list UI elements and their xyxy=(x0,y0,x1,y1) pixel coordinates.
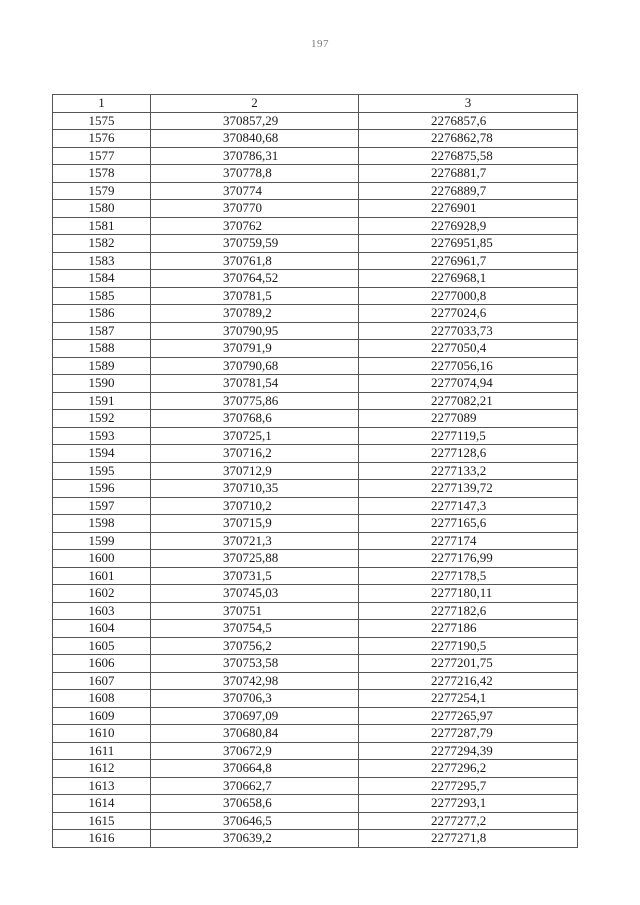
table-row xyxy=(53,550,578,568)
x-coordinate-cell: 370840,68 xyxy=(151,130,359,148)
table-row xyxy=(53,690,578,708)
table-row xyxy=(53,672,578,690)
x-coordinate-cell: 370789,2 xyxy=(151,305,359,323)
point-number-cell: 1613 xyxy=(53,777,151,795)
y-coordinate-cell: 2277033,73 xyxy=(359,322,578,340)
point-number-cell: 1611 xyxy=(53,742,151,760)
x-coordinate-cell: 370762 xyxy=(151,217,359,235)
y-coordinate-cell: 2276881,7 xyxy=(359,165,578,183)
table-row xyxy=(53,585,578,603)
x-coordinate-cell: 370775,86 xyxy=(151,392,359,410)
point-number-cell: 1609 xyxy=(53,707,151,725)
point-number-cell: 1603 xyxy=(53,602,151,620)
table-row xyxy=(53,760,578,778)
table-row xyxy=(53,742,578,760)
point-number-cell: 1599 xyxy=(53,532,151,550)
x-coordinate-cell: 370768,6 xyxy=(151,410,359,428)
table-row xyxy=(53,532,578,550)
table-row xyxy=(53,165,578,183)
y-coordinate-cell: 2277271,8 xyxy=(359,830,578,848)
y-coordinate-cell: 2277296,2 xyxy=(359,760,578,778)
y-coordinate-cell: 2276961,7 xyxy=(359,252,578,270)
point-number-cell: 1600 xyxy=(53,550,151,568)
table-row xyxy=(53,252,578,270)
point-number-cell: 1583 xyxy=(53,252,151,270)
x-coordinate-cell: 370754,5 xyxy=(151,620,359,638)
y-coordinate-cell: 2277201,75 xyxy=(359,655,578,673)
point-number-cell: 1580 xyxy=(53,200,151,218)
y-coordinate-cell: 2277190,5 xyxy=(359,637,578,655)
x-coordinate-cell: 370753,58 xyxy=(151,655,359,673)
x-coordinate-cell: 370721,3 xyxy=(151,532,359,550)
table-row xyxy=(53,725,578,743)
point-number-cell: 1585 xyxy=(53,287,151,305)
table-row xyxy=(53,795,578,813)
x-coordinate-cell: 370770 xyxy=(151,200,359,218)
table-row xyxy=(53,655,578,673)
y-coordinate-cell: 2277186 xyxy=(359,620,578,638)
table-row xyxy=(53,410,578,428)
y-coordinate-cell: 2277139,72 xyxy=(359,480,578,498)
point-number-cell: 1616 xyxy=(53,830,151,848)
point-number-cell: 1596 xyxy=(53,480,151,498)
y-coordinate-cell: 2276901 xyxy=(359,200,578,218)
point-number-cell: 1584 xyxy=(53,270,151,288)
x-coordinate-cell: 370764,52 xyxy=(151,270,359,288)
y-coordinate-cell: 2276968,1 xyxy=(359,270,578,288)
column-header-1: 1 xyxy=(53,95,151,113)
table-row xyxy=(53,392,578,410)
table-row xyxy=(53,235,578,253)
table-header xyxy=(53,95,578,113)
point-number-cell: 1576 xyxy=(53,130,151,148)
y-coordinate-cell: 2277182,6 xyxy=(359,602,578,620)
y-coordinate-cell: 2277128,6 xyxy=(359,445,578,463)
y-coordinate-cell: 2277082,21 xyxy=(359,392,578,410)
point-number-cell: 1601 xyxy=(53,567,151,585)
point-number-cell: 1577 xyxy=(53,147,151,165)
y-coordinate-cell: 2277000,8 xyxy=(359,287,578,305)
y-coordinate-cell: 2277119,5 xyxy=(359,427,578,445)
y-coordinate-cell: 2277216,42 xyxy=(359,672,578,690)
page-number: 197 xyxy=(311,38,329,50)
point-number-cell: 1605 xyxy=(53,637,151,655)
table-row xyxy=(53,515,578,533)
table-row xyxy=(53,427,578,445)
table-row xyxy=(53,812,578,830)
x-coordinate-cell: 370774 xyxy=(151,182,359,200)
y-coordinate-cell: 2277293,1 xyxy=(359,795,578,813)
table-row xyxy=(53,217,578,235)
x-coordinate-cell: 370751 xyxy=(151,602,359,620)
x-coordinate-cell: 370786,31 xyxy=(151,147,359,165)
table-row xyxy=(53,112,578,130)
x-coordinate-cell: 370761,8 xyxy=(151,252,359,270)
table-row xyxy=(53,322,578,340)
y-coordinate-cell: 2277133,2 xyxy=(359,462,578,480)
point-number-cell: 1598 xyxy=(53,515,151,533)
x-coordinate-cell: 370759,59 xyxy=(151,235,359,253)
table-row xyxy=(53,357,578,375)
table-row xyxy=(53,375,578,393)
y-coordinate-cell: 2277165,6 xyxy=(359,515,578,533)
table-row xyxy=(53,270,578,288)
y-coordinate-cell: 2277024,6 xyxy=(359,305,578,323)
point-number-cell: 1607 xyxy=(53,672,151,690)
point-number-cell: 1614 xyxy=(53,795,151,813)
y-coordinate-cell: 2277176,99 xyxy=(359,550,578,568)
x-coordinate-cell: 370778,8 xyxy=(151,165,359,183)
x-coordinate-cell: 370662,7 xyxy=(151,777,359,795)
point-number-cell: 1595 xyxy=(53,462,151,480)
table-row xyxy=(53,497,578,515)
x-coordinate-cell: 370745,03 xyxy=(151,585,359,603)
table-body xyxy=(53,112,578,847)
y-coordinate-cell: 2277295,7 xyxy=(359,777,578,795)
x-coordinate-cell: 370706,3 xyxy=(151,690,359,708)
x-coordinate-cell: 370731,5 xyxy=(151,567,359,585)
x-coordinate-cell: 370664,8 xyxy=(151,760,359,778)
y-coordinate-cell: 2276862,78 xyxy=(359,130,578,148)
point-number-cell: 1615 xyxy=(53,812,151,830)
point-number-cell: 1581 xyxy=(53,217,151,235)
table-row xyxy=(53,462,578,480)
point-number-cell: 1589 xyxy=(53,357,151,375)
y-coordinate-cell: 2277287,79 xyxy=(359,725,578,743)
x-coordinate-cell: 370781,5 xyxy=(151,287,359,305)
y-coordinate-cell: 2277178,5 xyxy=(359,567,578,585)
table-row xyxy=(53,830,578,848)
point-number-cell: 1579 xyxy=(53,182,151,200)
y-coordinate-cell: 2277174 xyxy=(359,532,578,550)
x-coordinate-cell: 370781,54 xyxy=(151,375,359,393)
table-row xyxy=(53,777,578,795)
point-number-cell: 1610 xyxy=(53,725,151,743)
x-coordinate-cell: 370710,35 xyxy=(151,480,359,498)
point-number-cell: 1597 xyxy=(53,497,151,515)
column-header-3: 3 xyxy=(359,95,578,113)
point-number-cell: 1586 xyxy=(53,305,151,323)
x-coordinate-cell: 370716,2 xyxy=(151,445,359,463)
point-number-cell: 1587 xyxy=(53,322,151,340)
table-row xyxy=(53,340,578,358)
x-coordinate-cell: 370710,2 xyxy=(151,497,359,515)
y-coordinate-cell: 2277294,39 xyxy=(359,742,578,760)
x-coordinate-cell: 370715,9 xyxy=(151,515,359,533)
x-coordinate-cell: 370658,6 xyxy=(151,795,359,813)
point-number-cell: 1592 xyxy=(53,410,151,428)
table-row xyxy=(53,287,578,305)
table-row xyxy=(53,445,578,463)
x-coordinate-cell: 370639,2 xyxy=(151,830,359,848)
point-number-cell: 1606 xyxy=(53,655,151,673)
y-coordinate-cell: 2277277,2 xyxy=(359,812,578,830)
y-coordinate-cell: 2277147,3 xyxy=(359,497,578,515)
header-row xyxy=(53,95,578,113)
x-coordinate-cell: 370725,88 xyxy=(151,550,359,568)
x-coordinate-cell: 370790,95 xyxy=(151,322,359,340)
point-number-cell: 1593 xyxy=(53,427,151,445)
point-number-cell: 1575 xyxy=(53,112,151,130)
y-coordinate-cell: 2277089 xyxy=(359,410,578,428)
y-coordinate-cell: 2276857,6 xyxy=(359,112,578,130)
point-number-cell: 1591 xyxy=(53,392,151,410)
point-number-cell: 1608 xyxy=(53,690,151,708)
y-coordinate-cell: 2276928,9 xyxy=(359,217,578,235)
table-row xyxy=(53,637,578,655)
table-row xyxy=(53,147,578,165)
y-coordinate-cell: 2276951,85 xyxy=(359,235,578,253)
table-row xyxy=(53,602,578,620)
x-coordinate-cell: 370756,2 xyxy=(151,637,359,655)
x-coordinate-cell: 370725,1 xyxy=(151,427,359,445)
table-row xyxy=(53,200,578,218)
point-number-cell: 1578 xyxy=(53,165,151,183)
table-row xyxy=(53,567,578,585)
table-row xyxy=(53,182,578,200)
y-coordinate-cell: 2277180,11 xyxy=(359,585,578,603)
column-header-2: 2 xyxy=(151,95,359,113)
table-row xyxy=(53,707,578,725)
point-number-cell: 1582 xyxy=(53,235,151,253)
y-coordinate-cell: 2277254,1 xyxy=(359,690,578,708)
table-row xyxy=(53,620,578,638)
x-coordinate-cell: 370790,68 xyxy=(151,357,359,375)
x-coordinate-cell: 370672,9 xyxy=(151,742,359,760)
table-row xyxy=(53,130,578,148)
x-coordinate-cell: 370712,9 xyxy=(151,462,359,480)
x-coordinate-cell: 370646,5 xyxy=(151,812,359,830)
point-number-cell: 1612 xyxy=(53,760,151,778)
table-row xyxy=(53,480,578,498)
y-coordinate-cell: 2277050,4 xyxy=(359,340,578,358)
x-coordinate-cell: 370857,29 xyxy=(151,112,359,130)
point-number-cell: 1602 xyxy=(53,585,151,603)
x-coordinate-cell: 370742,98 xyxy=(151,672,359,690)
x-coordinate-cell: 370680,84 xyxy=(151,725,359,743)
table-row xyxy=(53,305,578,323)
x-coordinate-cell: 370697,09 xyxy=(151,707,359,725)
y-coordinate-cell: 2277056,16 xyxy=(359,357,578,375)
point-number-cell: 1594 xyxy=(53,445,151,463)
y-coordinate-cell: 2277074,94 xyxy=(359,375,578,393)
y-coordinate-cell: 2276875,58 xyxy=(359,147,578,165)
point-number-cell: 1590 xyxy=(53,375,151,393)
coordinates-table xyxy=(52,94,578,848)
x-coordinate-cell: 370791,9 xyxy=(151,340,359,358)
point-number-cell: 1588 xyxy=(53,340,151,358)
point-number-cell: 1604 xyxy=(53,620,151,638)
y-coordinate-cell: 2276889,7 xyxy=(359,182,578,200)
y-coordinate-cell: 2277265,97 xyxy=(359,707,578,725)
